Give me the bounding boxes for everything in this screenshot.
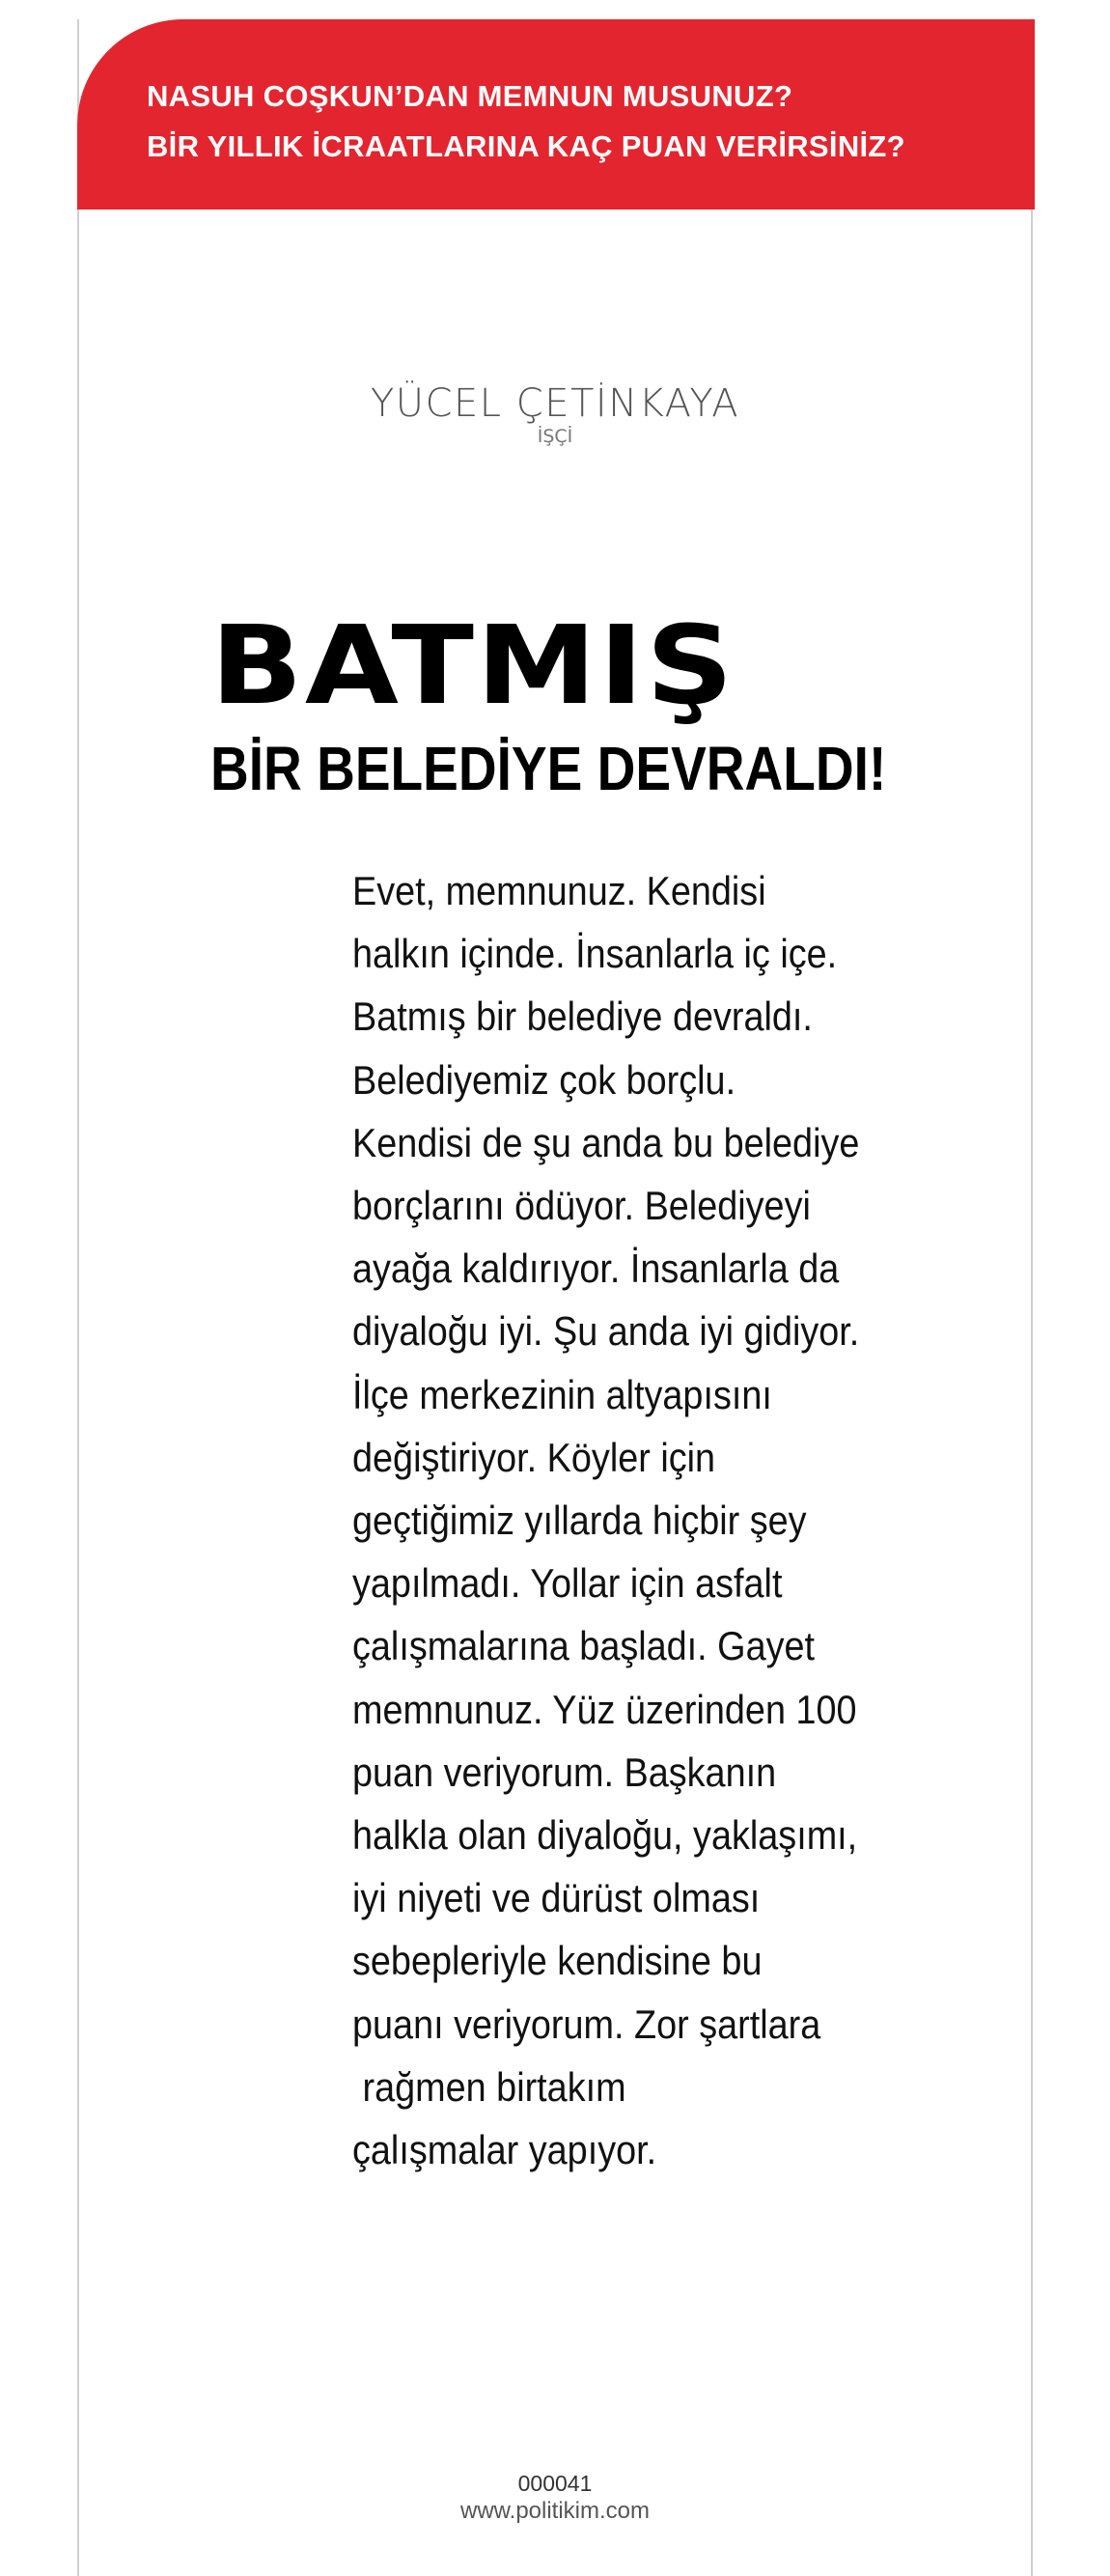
body-line: rağmen birtakım (352, 2063, 626, 2110)
headline-subtitle: BİR BELEDİYE DEVRALDI! (210, 734, 887, 803)
article-page (77, 19, 1033, 2576)
body-line: Batmış bir belediye devraldı. (352, 994, 813, 1040)
body-line: ayağa kaldırıyor. İnsanlarla da (352, 1246, 840, 1292)
author-name: YÜCEL ÇETİNKAYA (370, 381, 740, 426)
body-line: çalışmalarına başladı. Gayet (352, 1623, 816, 1669)
body-line: Evet, memnunuz. Kendisi (352, 868, 766, 913)
headline (210, 603, 1002, 803)
body-line: borçlarını ödüyor. Belediyeyi (352, 1183, 811, 1229)
author-role: İŞÇİ (537, 426, 573, 447)
body-line: diyaloğu iyi. Şu anda iyi gidiyor. (352, 1308, 860, 1355)
article-body (352, 859, 931, 2181)
body-line: değiştiriyor. Köyler için (352, 1434, 716, 1480)
body-line: Belediyemiz çok borçlu. (352, 1056, 736, 1103)
body-line: sebepleriyle kendisine bu (352, 1938, 763, 1984)
body-line: Kendisi de şu anda bu belediye (352, 1119, 860, 1165)
headline-main: BATMIŞ (210, 603, 735, 729)
page-footer (79, 2470, 1031, 2526)
author-block (79, 381, 1031, 447)
website-url: www.politikim.com (459, 2498, 651, 2524)
body-line: yapılmadı. Yollar için asfalt (352, 1560, 783, 1607)
banner-question-line-1: NASUH COŞKUN’DAN MEMNUN MUSUNUZ? (147, 79, 793, 113)
body-line: iyi niyeti ve dürüst olması (352, 1875, 761, 1921)
body-line: puan veriyorum. Başkanın (352, 1749, 777, 1795)
question-banner (77, 19, 1035, 210)
body-line: çalışmalar yapıyor. (352, 2127, 657, 2173)
banner-question-line-2: BİR YILLIK İCRAATLARINA KAÇ PUAN VERİRSİNİZ? (147, 129, 905, 163)
body-line: halkla olan diyaloğu, yaklaşımı, (352, 1812, 858, 1859)
body-line: halkın içinde. İnsanlarla iç içe. (352, 931, 838, 977)
body-line: puanı veriyorum. Zor şartlara (352, 2001, 821, 2047)
page-code: 000041 (517, 2471, 593, 2496)
body-line: memnunuz. Yüz üzerinden 100 (352, 1686, 857, 1732)
body-line: geçtiğimiz yıllarda hiçbir şey (352, 1498, 807, 1544)
body-line: İlçe merkezinin altyapısını (352, 1371, 772, 1417)
